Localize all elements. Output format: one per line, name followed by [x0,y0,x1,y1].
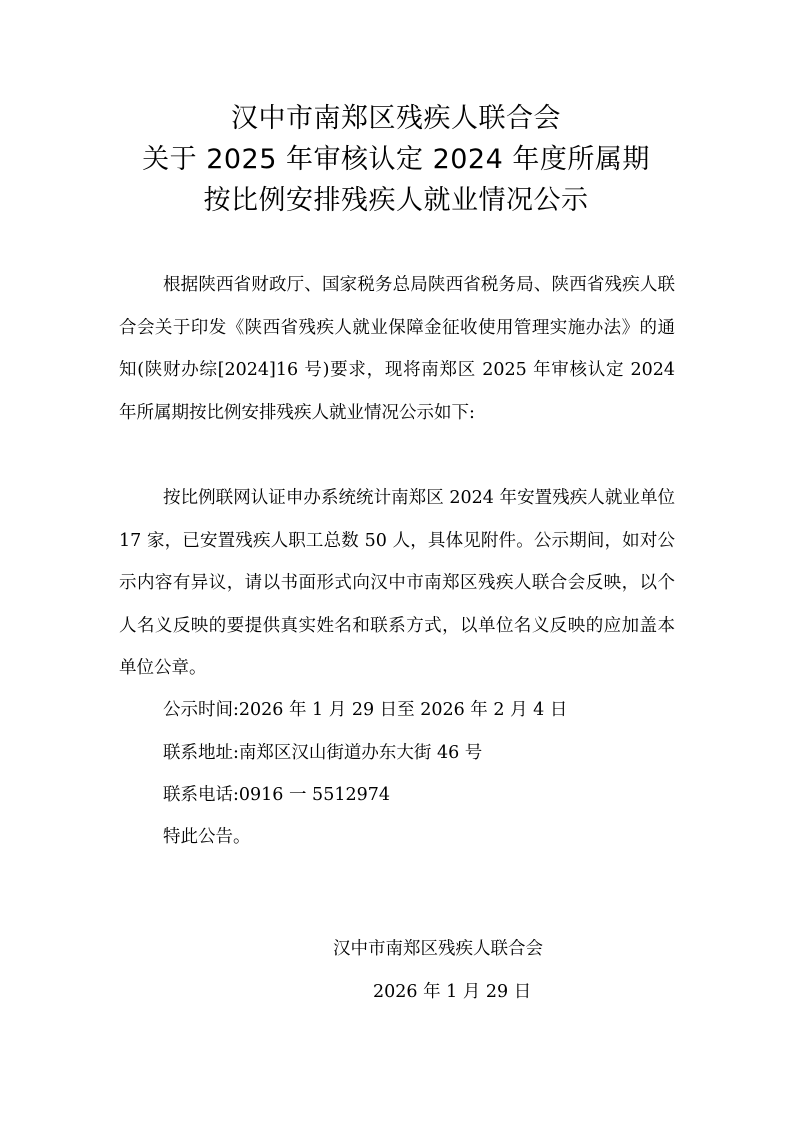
title-line-2: 关于 2025 年审核认定 2024 年度所属期 [142,144,650,175]
publicity-period: 公示时间:2026 年 1 月 29 日至 2026 年 2 月 4 日 [163,700,568,720]
paragraph-basis: 根据陕西省财政厅、国家税务总局陕西省税务局、陕西省残疾人联合会关于印发《陕西省残疾人就业保障金征收使用管理实施办法》的通知(陕财办综[2024]16 号)要求，现将南郑区 2025 年审核认定 2024 年所属期按比例安排残疾人就业情况公示如下: [119,275,675,423]
closing-statement: 特此公告。 [163,827,251,847]
contact-address: 联系地址:南郑区汉山街道办东大街 46 号 [163,743,483,763]
signature-date: 2026 年 1 月 29 日 [373,982,532,1002]
contact-phone: 联系电话:0916 一 5512974 [163,785,390,805]
title-line-1: 汉中市南郑区残疾人联合会 [231,103,561,134]
paragraph-statistics: 按比例联网认证申办系统统计南郑区 2024 年安置残疾人就业单位 17 家，已安置残疾人职工总数 50 人，具体见附件。公示期间，如对公示内容有异议，请以书面形式向汉中市南郑区残疾人联合会反映，以个人名义反映的要提供真实姓名和联系方式，以单位名义反映的应加盖本单位公章。 [119,488,675,678]
title-line-3: 按比例安排残疾人就业情况公示 [203,185,589,216]
signature-organization: 汉中市南郑区残疾人联合会 [333,939,543,959]
